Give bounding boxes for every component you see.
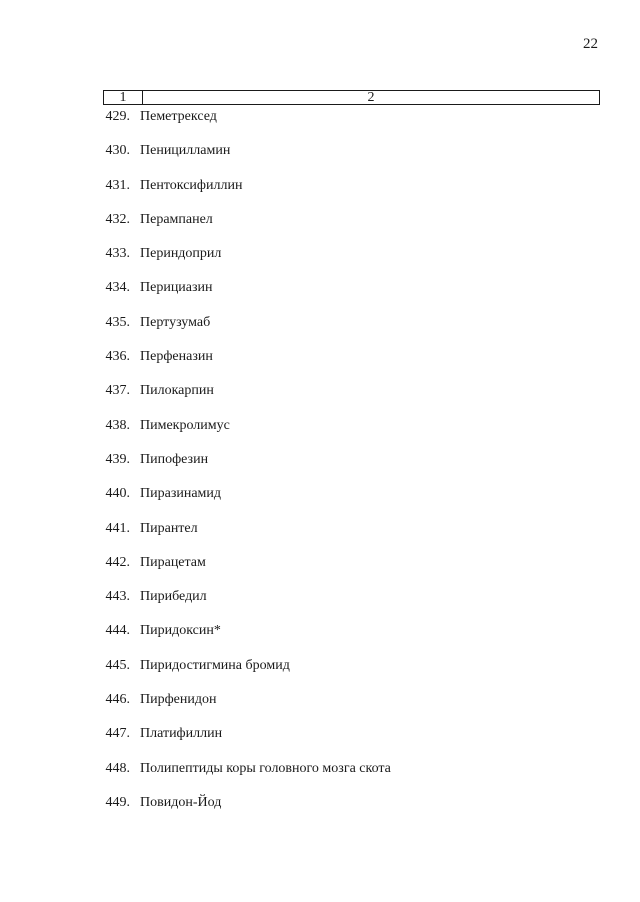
item-name: Пирантел [140, 520, 198, 536]
item-name: Пертузумаб [140, 314, 211, 330]
item-name: Пимекролимус [140, 417, 230, 433]
list-item [0, 587, 640, 621]
list-item [0, 621, 640, 655]
item-name: Пеметрексед [140, 109, 217, 124]
list-item [0, 381, 640, 415]
list-item [0, 141, 640, 175]
item-name: Пирибедил [140, 589, 207, 605]
list-item [0, 484, 640, 518]
item-number: 434. [105, 280, 130, 296]
item-name: Платифиллин [140, 726, 223, 742]
item-name: Пиразинамид [140, 486, 222, 502]
table-header-col2: 2 [367, 90, 375, 105]
item-name: Пипофезин [140, 451, 209, 467]
list-item [0, 416, 640, 450]
item-number: 435. [105, 314, 130, 330]
item-name: Пирацетам [140, 554, 206, 570]
item-number: 445. [105, 657, 130, 673]
item-number: 431. [105, 177, 130, 193]
item-number: 441. [105, 520, 130, 536]
table-header [103, 90, 600, 105]
list-item [0, 759, 640, 793]
item-name: Перфеназин [140, 349, 213, 365]
item-name: Периндоприл [140, 246, 222, 262]
item-number: 449. [105, 794, 130, 810]
item-number: 430. [105, 143, 130, 159]
item-name: Пиридоксин* [140, 623, 221, 639]
list-item [0, 107, 640, 141]
item-number: 448. [105, 760, 130, 776]
item-number: 437. [105, 383, 130, 399]
list-item [0, 210, 640, 244]
item-number: 442. [105, 554, 130, 570]
list-item [0, 450, 640, 484]
list-item [0, 793, 640, 827]
item-name: Перампанел [140, 211, 213, 227]
item-name: Полипептиды коры головного мозга скота [140, 760, 391, 776]
item-name: Пилокарпин [140, 383, 214, 399]
list-item [0, 690, 640, 724]
item-number: 433. [105, 246, 130, 262]
list-item [0, 244, 640, 278]
drug-list [0, 107, 640, 827]
list-item [0, 278, 640, 312]
item-name: Пиридостигмина бромид [140, 657, 290, 673]
item-name: Перициазин [140, 280, 213, 296]
list-item [0, 724, 640, 758]
page-number: 22 [583, 36, 598, 52]
item-number: 446. [105, 692, 130, 708]
list-item [0, 553, 640, 587]
item-number: 436. [105, 349, 130, 365]
table-header-col1: 1 [104, 91, 143, 104]
item-number: 432. [105, 211, 130, 227]
item-number: 429. [105, 109, 130, 124]
list-item [0, 519, 640, 553]
item-name: Пентоксифиллин [140, 177, 243, 193]
item-number: 438. [105, 417, 130, 433]
item-number: 439. [105, 451, 130, 467]
list-item [0, 347, 640, 381]
item-name: Повидон-Йод [140, 794, 222, 810]
item-number: 444. [105, 623, 130, 639]
item-number: 447. [105, 726, 130, 742]
list-item [0, 176, 640, 210]
item-name: Пирфенидон [140, 692, 217, 708]
item-name: Пеницилламин [140, 143, 231, 159]
item-number: 440. [105, 486, 130, 502]
item-number: 443. [105, 589, 130, 605]
list-item [0, 656, 640, 690]
list-item [0, 313, 640, 347]
